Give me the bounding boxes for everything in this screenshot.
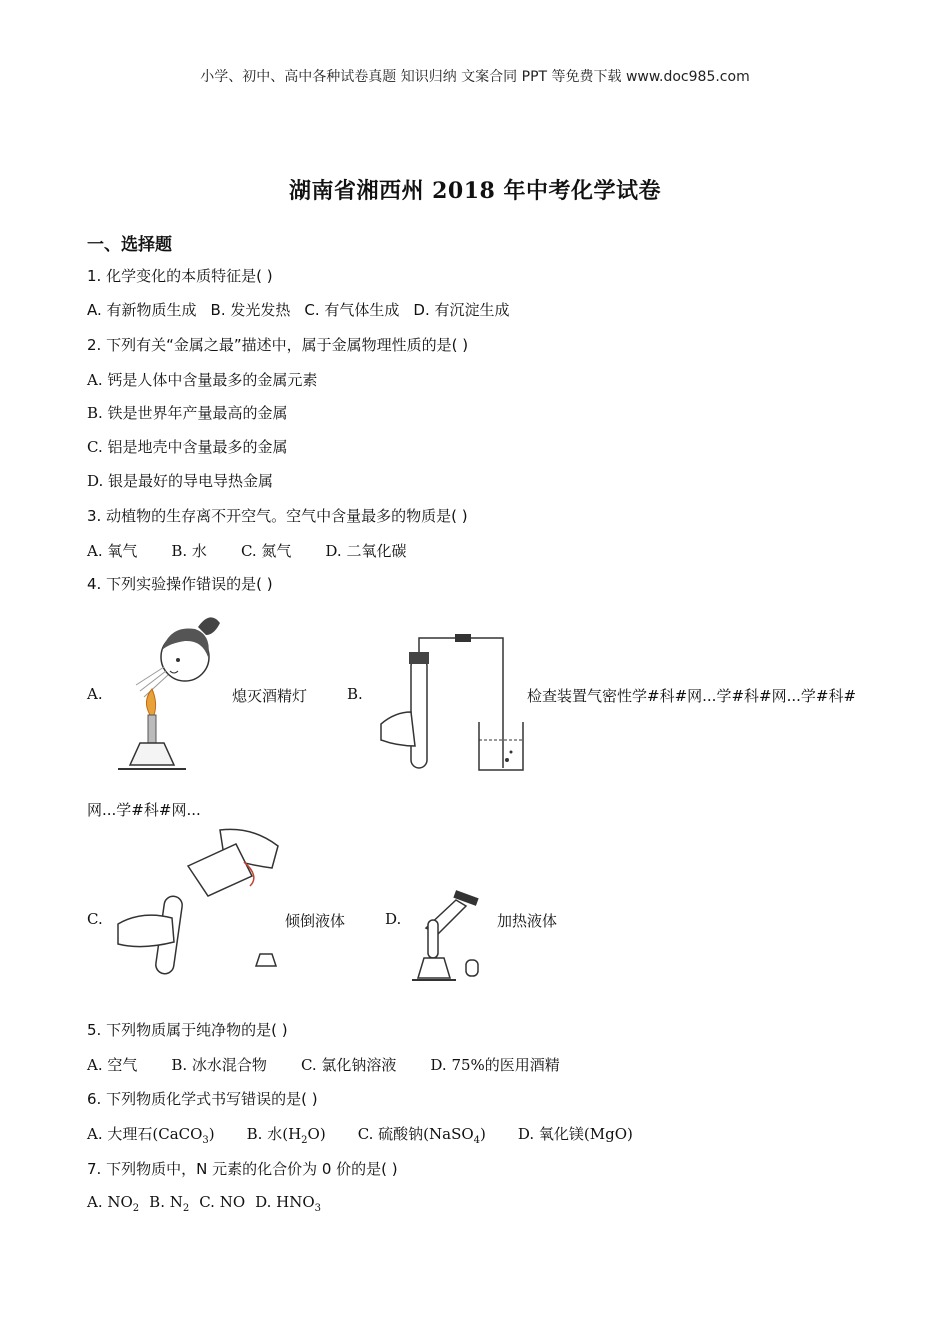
q4-option-c-label: 倾倒液体 bbox=[285, 912, 346, 930]
q4-option-b-label-wrap: 网...学#科#网... bbox=[87, 801, 201, 819]
q7-option-a[interactable]: A. $NO_2$ bbox=[87, 1193, 140, 1214]
q1-option-b[interactable]: B. 发光发热 bbox=[210, 301, 291, 319]
alcohol-lamp-blowing-illustration bbox=[110, 605, 230, 775]
page-title: 湖南省湘西州 2018 年中考化学试卷 bbox=[288, 178, 662, 204]
q4-option-d-label: 加热液体 bbox=[497, 912, 558, 930]
question-3-options bbox=[87, 540, 440, 561]
q6-option-a[interactable]: A. 大理石(CaCO$_3$) bbox=[87, 1125, 215, 1146]
q3-option-a[interactable]: A. 氧气 bbox=[87, 542, 138, 560]
q4-option-a-label: 熄灭酒精灯 bbox=[232, 687, 308, 705]
q1-option-d[interactable]: D. 有沉淀生成 bbox=[413, 301, 510, 319]
q5-option-b[interactable]: B. 冰水混合物 bbox=[171, 1056, 267, 1074]
q6-option-c[interactable]: C. 硫酸钠(NaSO$_4$) bbox=[357, 1125, 486, 1146]
heating-liquid-illustration bbox=[410, 888, 492, 984]
question-7-stem: 7. 下列物质中，N 元素的化合价为 0 价的是( ) bbox=[87, 1160, 398, 1178]
q4-option-b-label: 检查装置气密性学#科#网...学#科#网...学#科# bbox=[527, 687, 857, 705]
q3-option-d[interactable]: D. 二氧化碳 bbox=[325, 542, 407, 560]
question-1-options bbox=[87, 299, 523, 320]
q1-option-a[interactable]: A. 有新物质生成 bbox=[87, 301, 197, 319]
q5-option-c[interactable]: C. 氯化钠溶液 bbox=[300, 1056, 397, 1074]
question-2-stem: 2. 下列有关“金属之最”描述中，属于金属物理性质的是( ) bbox=[87, 336, 469, 354]
question-6-stem: 6. 下列物质化学式书写错误的是( ) bbox=[87, 1090, 318, 1108]
q3-option-b[interactable]: B. 水 bbox=[171, 542, 207, 560]
q2-option-a[interactable]: A. 钙是人体中含量最多的金属元素 bbox=[87, 371, 318, 389]
pouring-liquid-illustration bbox=[112, 826, 287, 986]
q3-option-c[interactable]: C. 氮气 bbox=[240, 542, 292, 560]
question-3-stem: 3. 动植物的生存离不开空气。空气中含量最多的物质是( ) bbox=[87, 507, 468, 525]
question-5-stem: 5. 下列物质属于纯净物的是( ) bbox=[87, 1021, 288, 1039]
question-1-stem: 1. 化学变化的本质特征是( ) bbox=[87, 267, 273, 285]
question-4-stem: 4. 下列实验操作错误的是( ) bbox=[87, 575, 273, 593]
q4-option-d-letter[interactable]: D. bbox=[385, 910, 402, 928]
question-7-options bbox=[87, 1193, 321, 1214]
q4-option-c-letter[interactable]: C. bbox=[87, 910, 103, 928]
q5-option-a[interactable]: A. 空气 bbox=[87, 1056, 138, 1074]
q4-option-a-letter[interactable]: A. bbox=[87, 685, 103, 703]
question-5-options bbox=[87, 1054, 594, 1075]
q7-option-d[interactable]: D. $HNO_3$ bbox=[255, 1193, 322, 1214]
section-heading: 一、选择题 bbox=[87, 235, 172, 255]
q1-option-c[interactable]: C. 有气体生成 bbox=[304, 301, 400, 319]
q2-option-c[interactable]: C. 铝是地壳中含量最多的金属 bbox=[87, 438, 288, 456]
q7-option-b[interactable]: B. $N_2$ bbox=[149, 1193, 190, 1214]
q5-option-d[interactable]: D. 75%的医用酒精 bbox=[430, 1056, 560, 1074]
q4-option-b-letter[interactable]: B. bbox=[347, 685, 363, 703]
q6-option-d[interactable]: D. 氧化镁(MgO) bbox=[517, 1125, 633, 1143]
q2-option-d[interactable]: D. 银是最好的导电导热金属 bbox=[87, 472, 274, 490]
q7-option-c[interactable]: C. NO bbox=[199, 1193, 246, 1211]
q6-option-b[interactable]: B. 水$(H_2O)$ bbox=[246, 1125, 326, 1146]
q2-option-b[interactable]: B. 铁是世界年产量最高的金属 bbox=[87, 404, 288, 422]
question-6-options bbox=[87, 1123, 633, 1146]
page-header: 小学、初中、高中各种试卷真题 知识归纳 文案合同 PPT 等免费下载 www.doc985.com bbox=[200, 69, 750, 85]
airtightness-check-illustration bbox=[375, 628, 525, 776]
